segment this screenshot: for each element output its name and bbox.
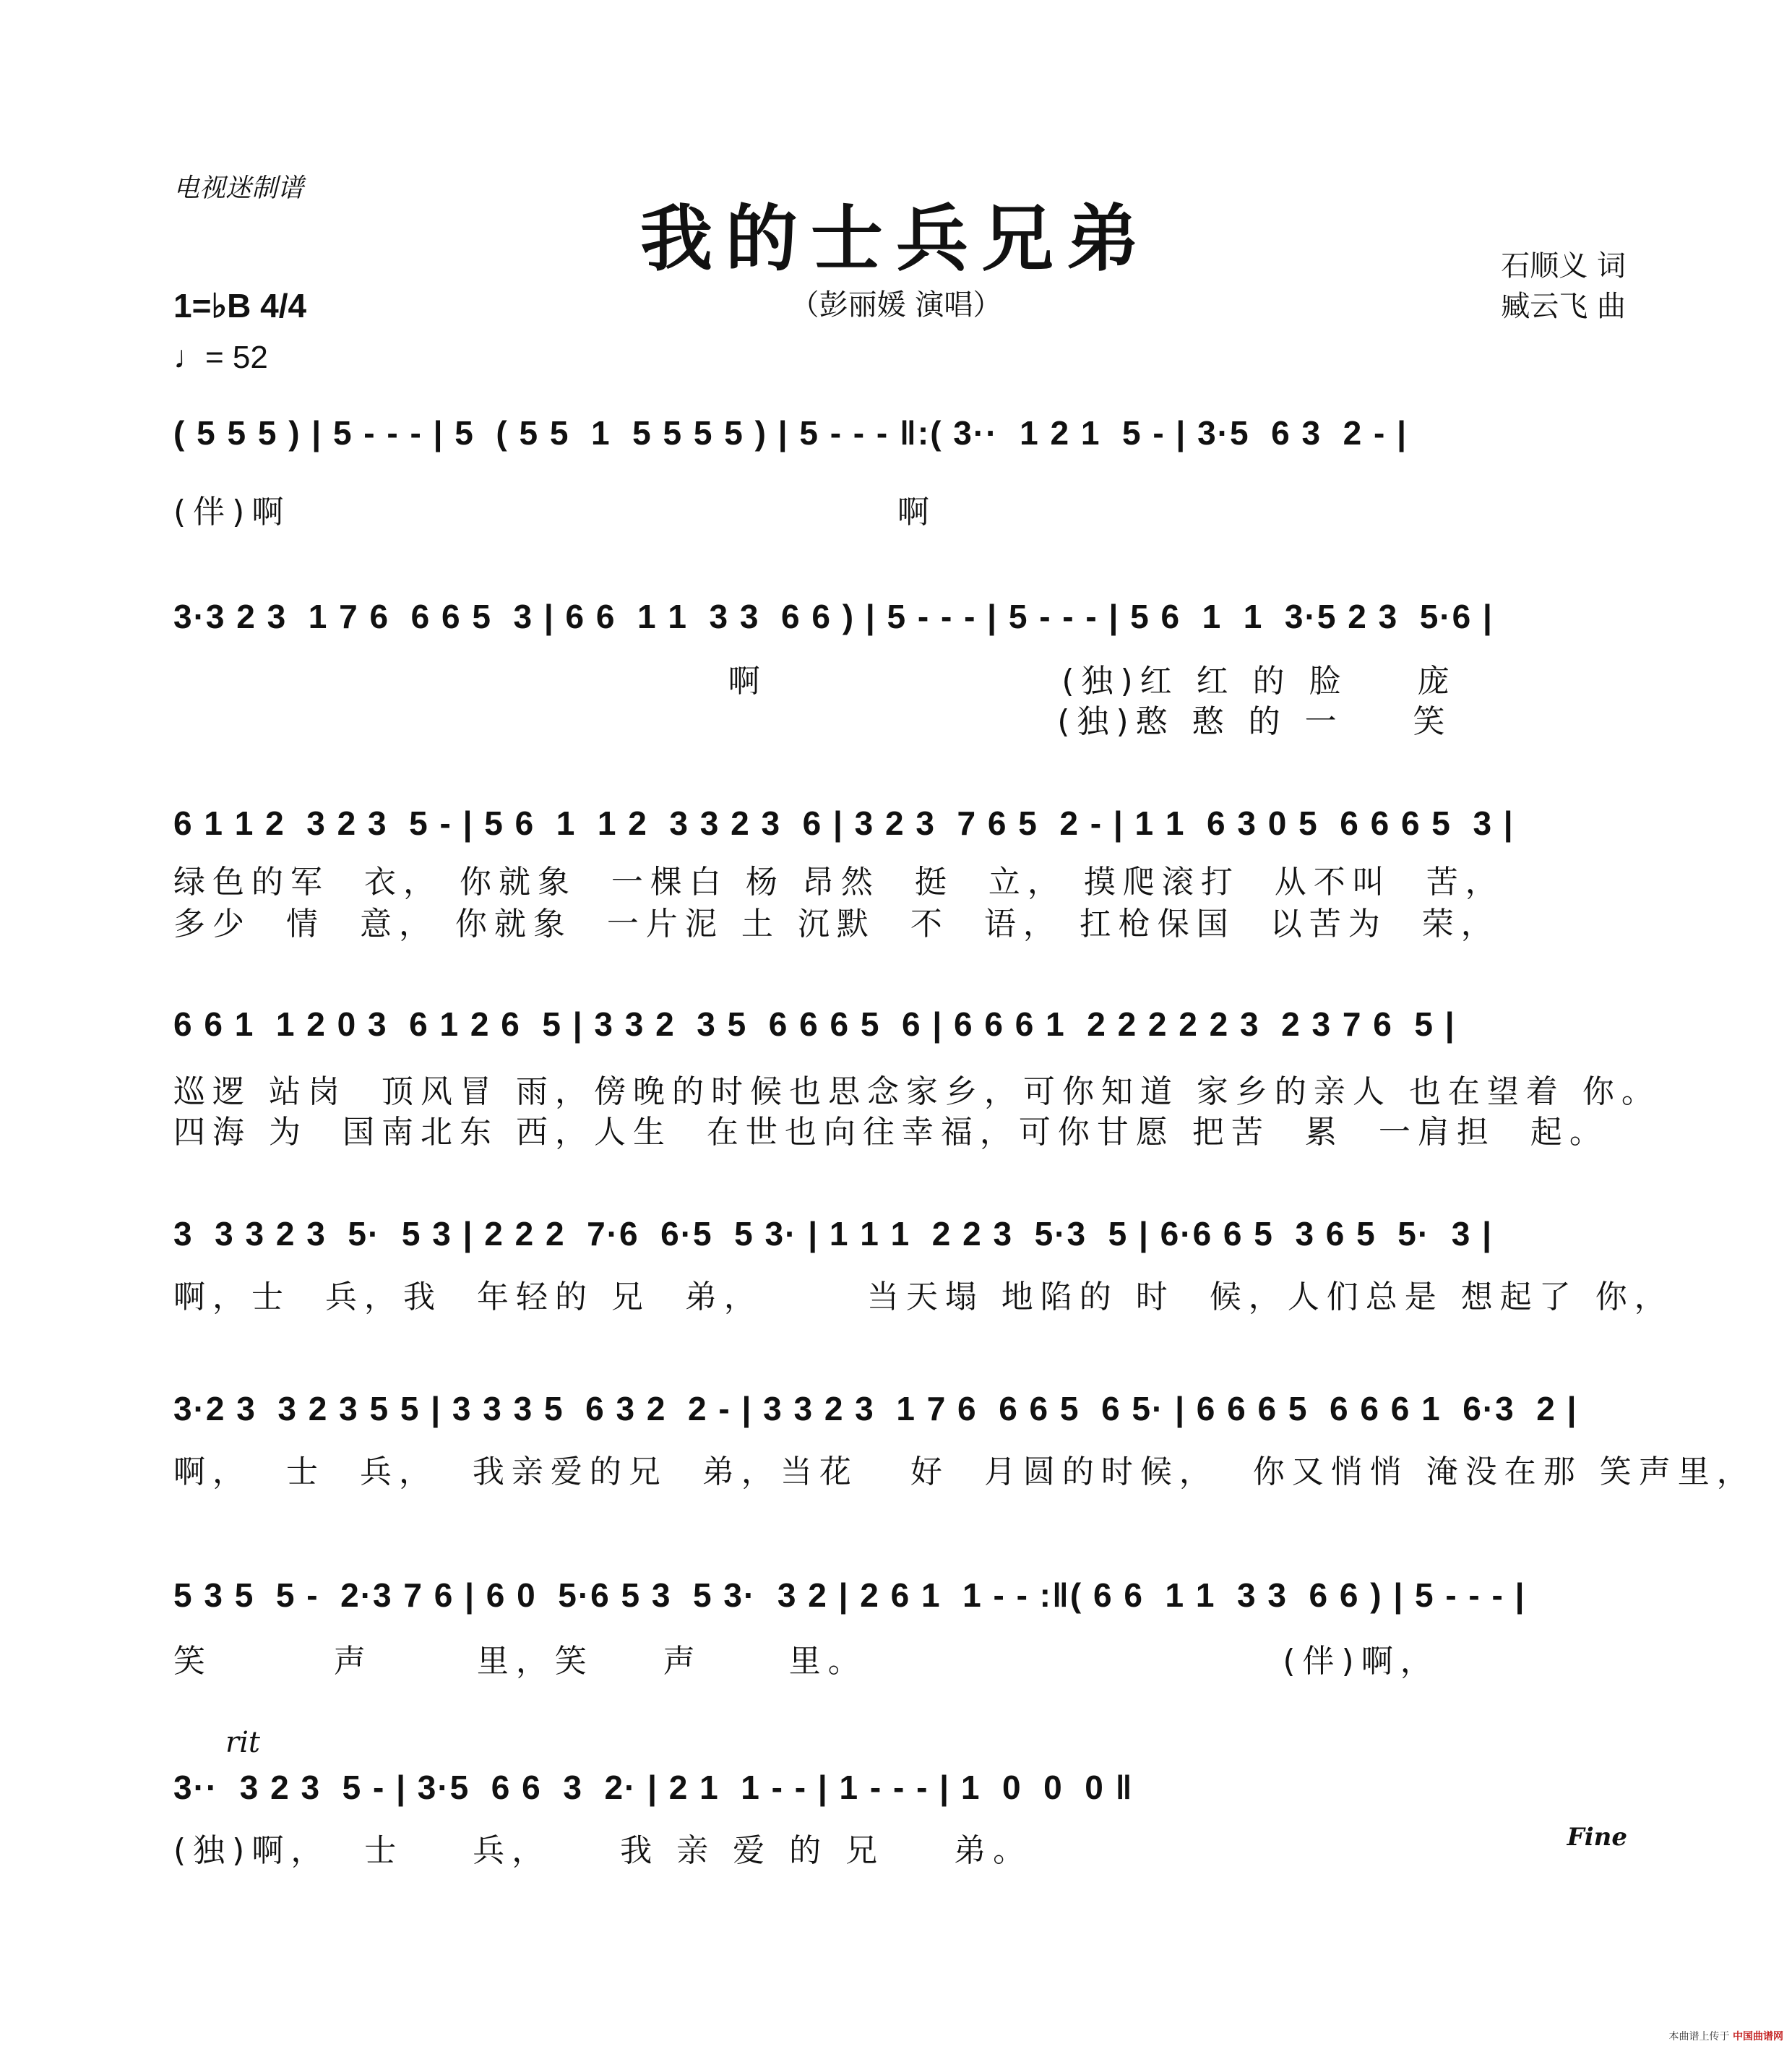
lyrics-row-3-verse-2: 多少 情 意， 你就象 一片泥 土 沉默 不 语， 扛枪保国 以苦为 荣，: [173, 906, 1500, 942]
site-logo: 中国曲谱网: [1733, 2031, 1783, 2042]
lyrics-row-2-verse-2: (独)憨 憨 的 一 笑: [173, 703, 1452, 740]
lyrics-row-4-verse-1: 巡逻 站岗 顶风冒 雨，傍晚的时候也思念家乡，可你知道 家乡的亲人 也在望着 你。: [173, 1073, 1660, 1110]
notation-line: 3·2 3 3 2 3 5 5 | 3 3 3 5 6 3 2 2 - | 3 3 2 3 1 7 6 6 6 5 6 5· | 6 6 6 5 6 6 6 1 6·3 2 |: [173, 1390, 1578, 1427]
notation-line: ( 5 5 5 ) | 5 - - - | 5 ( 5 5 1 5 5 5 5 ) | 5 - - - ‖:( 3·· 1 2 1 5 - | 3·5 6 3 2 - |: [173, 414, 1408, 452]
notation-line: 6 1 1 2 3 2 3 5 - | 5 6 1 1 2 3 3 2 3 6 | 3 2 3 7 6 5 2 - | 1 1 6 3 0 5 6 6 6 5 3 |: [173, 804, 1515, 842]
notation-line: 3·3 2 3 1 7 6 6 6 5 3 | 6 6 1 1 3 3 6 6 ) | 5 - - - | 5 - - - | 5 6 1 1 3·5 2 3 5·6 |: [173, 598, 1494, 635]
lyricist-credit: 石顺义 词: [1501, 249, 1626, 283]
footer: [1669, 2029, 1783, 2043]
notation-line: 5 3 5 5 - 2·3 7 6 | 6 0 5·6 5 3 5 3· 3 2 | 2 6 1 1 - - :‖( 6 6 1 1 3 3 6 6 ) | 5 - - - |: [173, 1576, 1526, 1614]
lyrics-row-6: 啊， 士 兵， 我亲爱的兄 弟，当花 好 月圆的时候， 你又悄悄 淹没在那 笑声里，: [173, 1453, 1756, 1490]
notation-line: 3·· 3 2 3 5 - | 3·5 6 6 3 2· | 2 1 1 - - | 1 - - - | 1 0 0 0 ‖: [173, 1769, 1134, 1806]
key-text: 1=♭B: [173, 287, 251, 325]
song-title: 我的士兵兄弟: [640, 196, 1152, 281]
notation-line: 6 6 1 1 2 0 3 6 1 2 6 5 | 3 3 2 3 5 6 6 6 5 6 | 6 6 6 1 2 2 2 2 2 3 2 3 7 6 5 |: [173, 1005, 1456, 1043]
lyrics-row-5: 啊，士 兵，我 年轻的 兄 弟， 当天塌 地陷的 时 候，人们总是 想起了 你，: [173, 1279, 1673, 1315]
fine-mark: Fine: [1567, 1823, 1627, 1852]
tempo-marking: ♩= 52: [173, 340, 268, 375]
lyrics-row-4-verse-2: 四海 为 国南北东 西，人生 在世也向往幸福，可你甘愿 把苦 累 一肩担 起。: [173, 1114, 1608, 1151]
lyrics-row-3-verse-1: 绿色的军 衣， 你就象 一棵白 杨 昂然 挺 立， 摸爬滚打 从不叫 苦，: [173, 864, 1504, 901]
lyrics-row-7: 笑 声 里，笑 声 里。 (伴)啊，: [173, 1643, 1439, 1680]
performer-credit: （彭丽媛 演唱）: [790, 288, 1002, 322]
score-source: 电视迷制谱: [173, 173, 304, 203]
ritardando-mark: rit: [225, 1726, 260, 1759]
lyrics-row-8: (独)啊， 士 兵， 我 亲 爱 的 兄 弟。: [173, 1832, 1033, 1869]
time-signature: 4/4: [260, 287, 307, 325]
footer-text: 本曲谱上传于: [1668, 2031, 1730, 2042]
score-row-1: [173, 413, 1633, 493]
notation-line: 3 3 3 2 3 5· 5 3 | 2 2 2 7·6 6·5 5 3· | 1 1 1 2 2 3 5·3 5 | 6·6 6 5 3 6 5 5· 3 |: [173, 1215, 1494, 1253]
key-signature: [173, 286, 306, 325]
lyrics-row-2-verse-1: 啊 (独)红 红 的 脸 庞: [173, 663, 1457, 700]
composer-credit: 臧云飞 曲: [1501, 290, 1626, 323]
lyrics-row-1-verse-1: (伴)啊 啊: [173, 494, 936, 530]
